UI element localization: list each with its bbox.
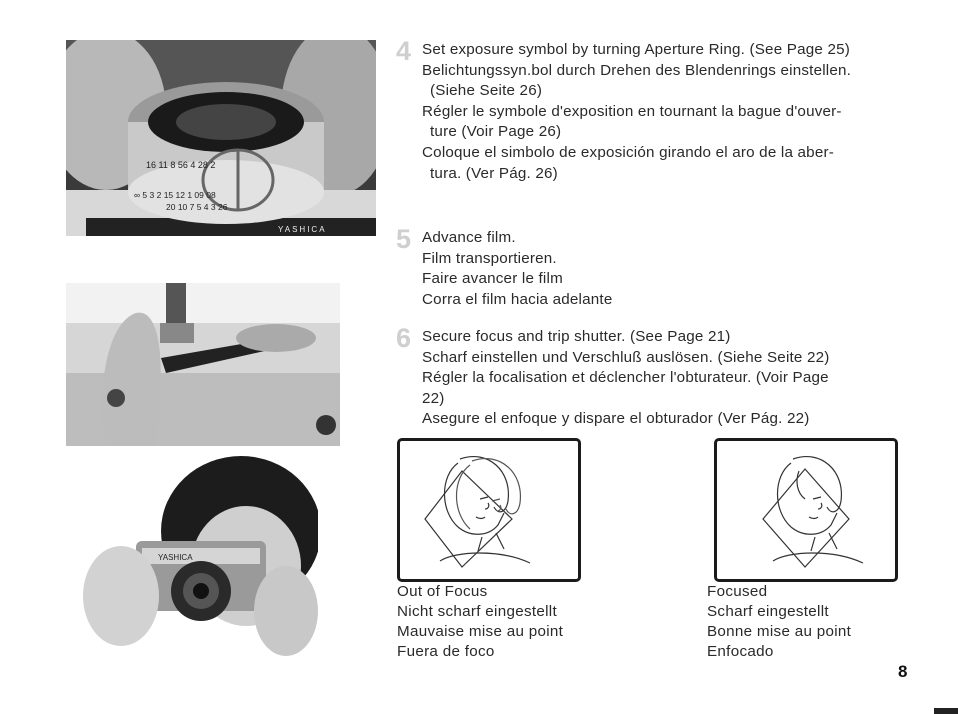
caption-focused xyxy=(707,582,851,662)
step-6-fr-1: Régler la focalisation et déclencher l'obturateur. (Voir Page xyxy=(422,369,829,387)
lens-top-scale: 16 11 8 56 4 28 2 xyxy=(146,160,216,170)
film-advance-photo xyxy=(66,283,340,446)
camera-brand-label: YASHICA xyxy=(158,553,193,562)
step-6-fr-2: 22) xyxy=(422,389,445,407)
step-4-number: 4 xyxy=(396,36,412,66)
caption-focused-fr: Bonne mise au point xyxy=(707,623,852,640)
caption-focused-en: Focused xyxy=(707,583,768,600)
caption-out-fr: Mauvaise mise au point xyxy=(397,623,564,640)
camera-brand-mirrored: YASHICA xyxy=(278,225,327,234)
step-6-number: 6 xyxy=(396,323,412,353)
viewfinder-out-of-focus xyxy=(397,438,581,582)
page-edge-mark xyxy=(934,708,958,714)
step-5 xyxy=(396,224,916,310)
step-4-de-1: Belichtungssyn.bol durch Drehen des Blendenrings einstellen. xyxy=(422,61,852,79)
step-4-es-1: Coloque el simbolo de exposición girando el aro de la aber- xyxy=(422,143,834,161)
caption-focused-es: Enfocado xyxy=(707,643,774,660)
lens-bottom-scale-2: 20 10 7 5 4 3 26 xyxy=(166,202,228,212)
film-advance-illustration xyxy=(66,283,340,446)
step-6 xyxy=(396,323,916,430)
caption-out-en: Out of Focus xyxy=(397,583,488,600)
step-5-en: Advance film. xyxy=(422,229,516,246)
caption-out-de: Nicht scharf eingestellt xyxy=(397,603,557,620)
step-5-number: 5 xyxy=(396,224,412,254)
step-6-es: Asegure el enfoque y dispare el obturador (Ver Pág. 22) xyxy=(422,410,810,428)
step-6-de: Scharf einstellen und Verschluß auslösen. (Siehe Seite 22) xyxy=(422,348,830,366)
step-6-en: Secure focus and trip shutter. (See Page 21) xyxy=(422,328,731,345)
caption-out-of-focus xyxy=(397,582,563,662)
step-4-de-2: (Siehe Seite 26) xyxy=(430,82,543,100)
lens-bottom-scale-1: ∞ 5 3 2 15 12 1 09 08 xyxy=(134,190,216,200)
step-5-es: Corra el film hacia adelante xyxy=(422,290,613,308)
step-4-en: Set exposure symbol by turning Aperture Ring. (See Page 25) xyxy=(422,41,851,58)
caption-focused-de: Scharf eingestellt xyxy=(707,603,829,620)
step-4-fr-1: Régler le symbole d'exposition en tournant la bague d'ouver- xyxy=(422,102,842,120)
step-4-es-2: tura. (Ver Pág. 26) xyxy=(430,164,558,182)
shooting-photo xyxy=(66,456,318,656)
out-of-focus-face-drawing xyxy=(400,441,578,579)
step-4 xyxy=(396,36,916,184)
step-5-fr: Faire avancer le film xyxy=(422,270,563,288)
focused-face-drawing xyxy=(717,441,895,579)
step-5-de: Film transportieren. xyxy=(422,249,557,267)
aperture-ring-illustration xyxy=(66,40,376,236)
page-number: 8 xyxy=(898,662,908,681)
caption-out-es: Fuera de foco xyxy=(397,643,495,660)
shooting-illustration xyxy=(66,456,318,656)
aperture-ring-photo xyxy=(66,40,376,236)
viewfinder-focused xyxy=(714,438,898,582)
step-4-fr-2: ture (Voir Page 26) xyxy=(430,123,562,141)
